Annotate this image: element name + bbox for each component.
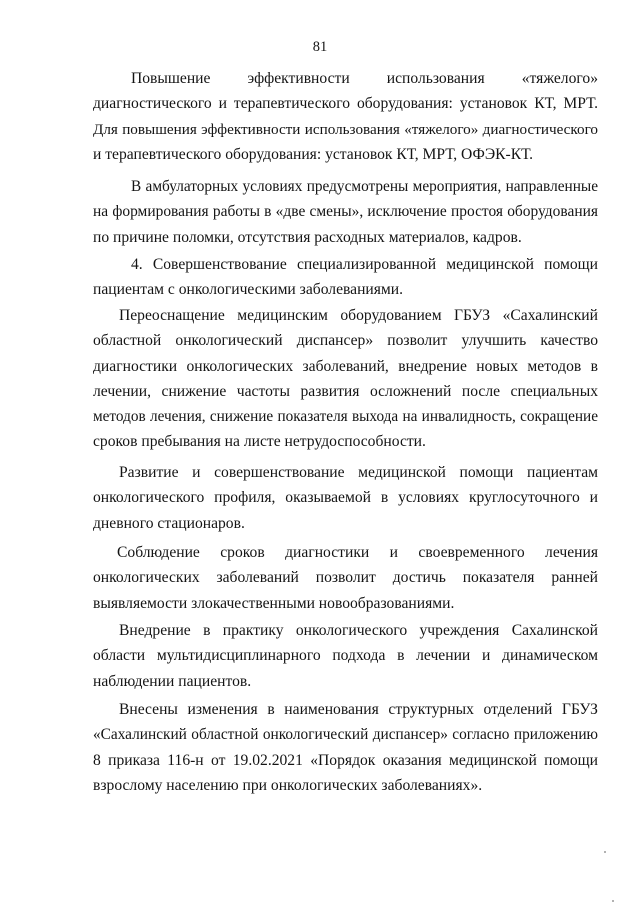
text-line: выявляемости злокачественными новообразованиями. bbox=[93, 594, 455, 612]
section-heading bbox=[93, 252, 598, 303]
text-line: диагностики онкологических заболеваний, внедрение новых методов в bbox=[93, 357, 598, 375]
text-line: сроков пребывания на листе нетрудоспособности. bbox=[93, 433, 426, 451]
page-number: 81 bbox=[312, 39, 328, 55]
text-line: лечении, снижение частоты развития осложнений после специальных bbox=[93, 382, 598, 400]
text-line: Развитие и совершенствование медицинской помощи пациентам bbox=[119, 464, 598, 481]
text-line: 8 приказа 116-н от 19.02.2021 «Порядок оказания медицинской помощи bbox=[93, 751, 598, 769]
scan-speck bbox=[604, 851, 606, 853]
text-line: онкологического профиля, оказываемой в условиях круглосуточного и bbox=[93, 489, 598, 507]
text-line: областной онкологический диспансер» позволит улучшить качество bbox=[93, 332, 598, 350]
text-line: Внедрение в практику онкологического учреждения Сахалинской bbox=[119, 622, 598, 639]
text-line: взрослому населению при онкологических заболеваниях». bbox=[93, 776, 483, 794]
text-line: методов лечения, снижение показателя выхода на инвалидность, сокращение bbox=[93, 408, 598, 426]
text-line: Переоснащение медицинским оборудованием ГБУЗ «Сахалинский bbox=[119, 307, 598, 324]
paragraph bbox=[93, 66, 598, 167]
text-line: на формирования работы в «две смены», исключение простоя оборудования bbox=[93, 203, 598, 221]
text-line: наблюдении пациентов. bbox=[93, 672, 252, 690]
paragraph bbox=[93, 303, 598, 455]
text-line: и терапевтического оборудования: установок КТ, МРТ, ОФЭК-КТ. bbox=[93, 145, 533, 163]
paragraph bbox=[93, 618, 598, 694]
text-line: Внесены изменения в наименования структурных отделений ГБУЗ bbox=[119, 701, 598, 718]
text-line: пациентам с онкологическими заболеваниями. bbox=[93, 281, 404, 299]
text-line: Для повышения эффективности использования «тяжелого» диагностического bbox=[93, 120, 598, 138]
paragraph bbox=[93, 540, 598, 616]
text-line: В амбулаторных условиях предусмотрены мероприятия, направленные bbox=[131, 178, 598, 195]
text-line: области мультидисциплинарного подхода в лечении и динамическом bbox=[93, 647, 598, 665]
text-line: по причине поломки, отсутствия расходных материалов, кадров. bbox=[93, 228, 522, 246]
text-line: дневного стационаров. bbox=[93, 514, 245, 532]
scan-speck bbox=[612, 900, 614, 902]
paragraph bbox=[93, 174, 598, 250]
text-line: Соблюдение сроков диагностики и своевременного лечения bbox=[117, 544, 598, 561]
paragraph bbox=[93, 697, 598, 798]
text-line: «Сахалинский областной онкологический диспансер» согласно приложению bbox=[93, 726, 598, 744]
text-line: 4. Совершенствование специализированной медицинской помощи bbox=[131, 256, 598, 273]
paragraph bbox=[93, 460, 598, 536]
text-line: диагностического и терапевтического оборудования: установок КТ, МРТ. bbox=[93, 95, 598, 113]
text-line: Повышение эффективности использования «тяжелого» bbox=[131, 70, 598, 87]
text-line: онкологических заболеваний позволит достичь показателя ранней bbox=[93, 569, 598, 587]
